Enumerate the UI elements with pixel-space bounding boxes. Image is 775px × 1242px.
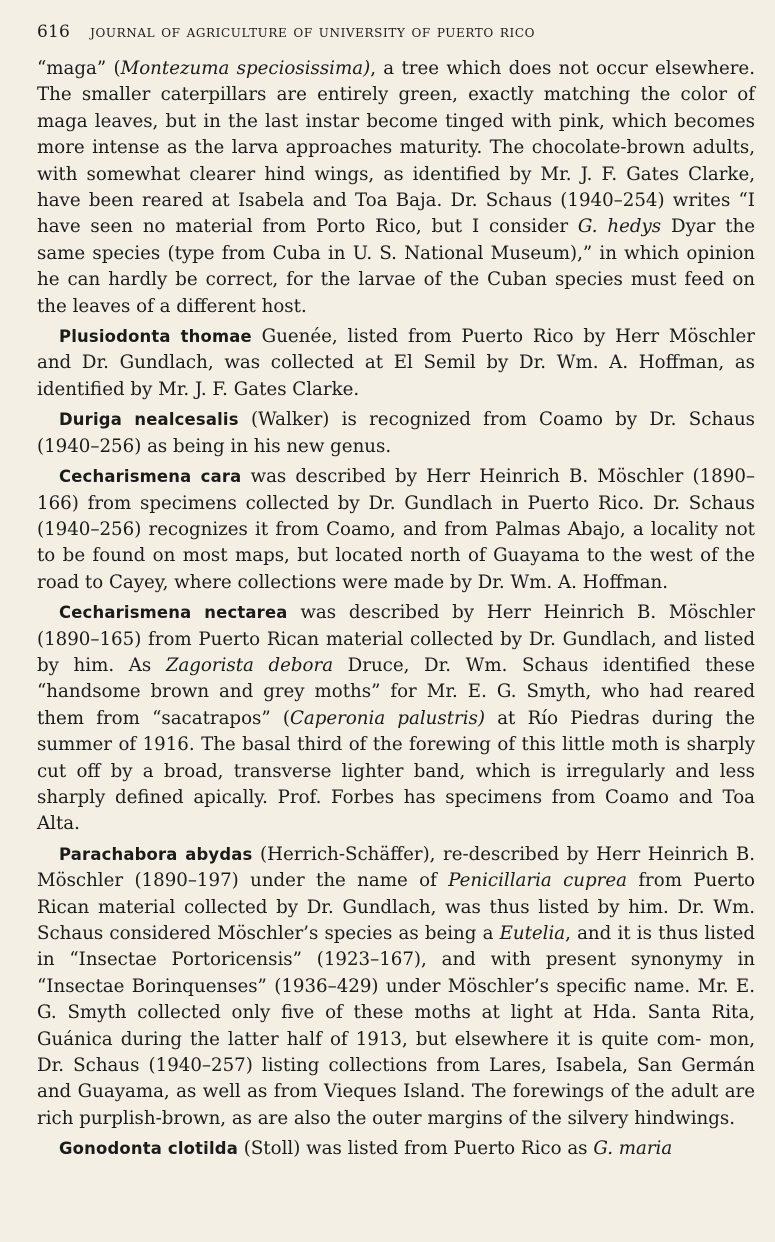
- species-paragraph: [37, 324, 755, 403]
- italic-taxon: G. maria: [593, 1138, 673, 1160]
- italic-taxon: Caperonia palustris): [289, 707, 485, 729]
- paragraph-text: (Herrich-Schäffer), re-described by Herr Heinrich B. Möschler (1890–197) under the name of: [37, 843, 755, 892]
- paragraph-text: “maga” (: [37, 58, 121, 79]
- species-paragraph: [37, 407, 755, 460]
- paragraph-text: was described by Herr Heinrich B. Möschler (1890–165) from Puerto Rican material collected by Dr. Gundlach, and listed by him. As: [37, 602, 755, 676]
- species-paragraph: [37, 842, 755, 1132]
- paragraph-text: Guenée, listed from Puerto Rico by Herr Möschler and Dr. Gundlach, was collected at El Semil by Dr. Wm. A. Hoffman, as identified by Mr. J. F. Gates Clarke.: [37, 326, 755, 400]
- paragraph-text: Dyar the same species (type from Cuba in U. S. National Museum),” in which opinion he can hardly be correct, for the larvae of the Cuban species must feed on the leaves of a different host.: [37, 216, 756, 317]
- journal-title: journal of agriculture of university of puerto rico: [90, 22, 536, 42]
- paragraph-text: (Walker) is recognized from Coamo by Dr. Schaus (1940–256) as being in his new genus.: [37, 409, 755, 457]
- paragraph-text: , a tree which does not occur elsewhere. The smaller caterpillars are entirely green, exactly matching the color of maga leaves, but in the last instar become tinged with pink, which becomes more intense as the larva approaches maturity. The chocolate-brown adults, with somewhat clearer hind wings, as identified by Mr. J. F. Gates Clarke, have been reared at Isabela and Toa Baja. Dr. Schaus (1940–254) writes “I have seen no material from Porto Rico, but I consider: [37, 58, 755, 238]
- page-number: 616: [37, 22, 71, 42]
- species-name: Duriga nealcesalis: [59, 410, 239, 430]
- paragraph-text: , and it is thus listed in “Insectae Portoricensis” (1923–167), and with present synonymy in “Insectae Borinquenses” (1936–429) under Möschler’s specific name. Mr. E. G. Smyth collected only five of these moths at light at Hda. Santa Rita, Guánica during the latter half of 1913, but elsewhere it is quite com- mon, Dr. Schaus (1940–257) listing collections from Lares, Isabela, San Germán and Guayama, as well as from Vieques Island. The forewings of the adult are rich purplish-brown, as are also the outer margins of the silvery hindwings.: [37, 923, 756, 1129]
- species-paragraph: [37, 600, 755, 838]
- paragraph-text: (Stoll) was listed from Puerto Rico as: [237, 1138, 594, 1160]
- species-name: Parachabora abydas: [59, 844, 253, 864]
- italic-taxon: Montezuma speciosissima): [120, 58, 371, 79]
- species-paragraph: [37, 464, 755, 596]
- species-name: Cecharismena nectarea: [59, 603, 288, 623]
- italic-taxon: Zagorista debora: [165, 654, 334, 676]
- italic-taxon: Penicillaria cuprea: [448, 870, 627, 892]
- running-head: [37, 22, 755, 56]
- italic-taxon: Eutelia: [499, 923, 566, 944]
- continued-paragraph: [37, 56, 755, 320]
- species-name: Plusiodonta thomae: [59, 327, 252, 347]
- species-name: Cecharismena cara: [59, 467, 242, 487]
- species-paragraph: [37, 1136, 755, 1162]
- paragraph-text: was described by Herr Heinrich B. Möschler (1890–166) from specimens collected by Dr. Gundlach in Puerto Rico. Dr. Schaus (1940–256) recognizes it from Coamo, and from Palmas Abajo, a locality not to be found on most maps, but located north of Guayama to the west of the road to Cayey, where collections were made by Dr. Wm. A. Hoffman.: [37, 466, 755, 593]
- paragraph-text: at Río Piedras during the summer of 1916. The basal third of the forewing of this little moth is sharply cut off by a broad, transverse lighter band, which is irregularly and less sharply defined apically. Prof. Forbes has specimens from Coamo and Toa Alta.: [37, 707, 756, 835]
- paragraph-text: Druce, Dr. Wm. Schaus identified these “handsome brown and grey moths” for Mr. E. G. Smyth, who had reared them from “sacatrapos” (: [37, 654, 755, 729]
- species-name: Gonodonta clotilda: [59, 1139, 238, 1159]
- article-body: [37, 56, 755, 1163]
- paragraph-text: from Puerto Rican material collected by Dr. Gundlach, was thus listed by him. Dr. Wm. Schaus considered Möschler’s species as being a: [37, 870, 755, 944]
- italic-taxon: G. hedys: [577, 216, 662, 238]
